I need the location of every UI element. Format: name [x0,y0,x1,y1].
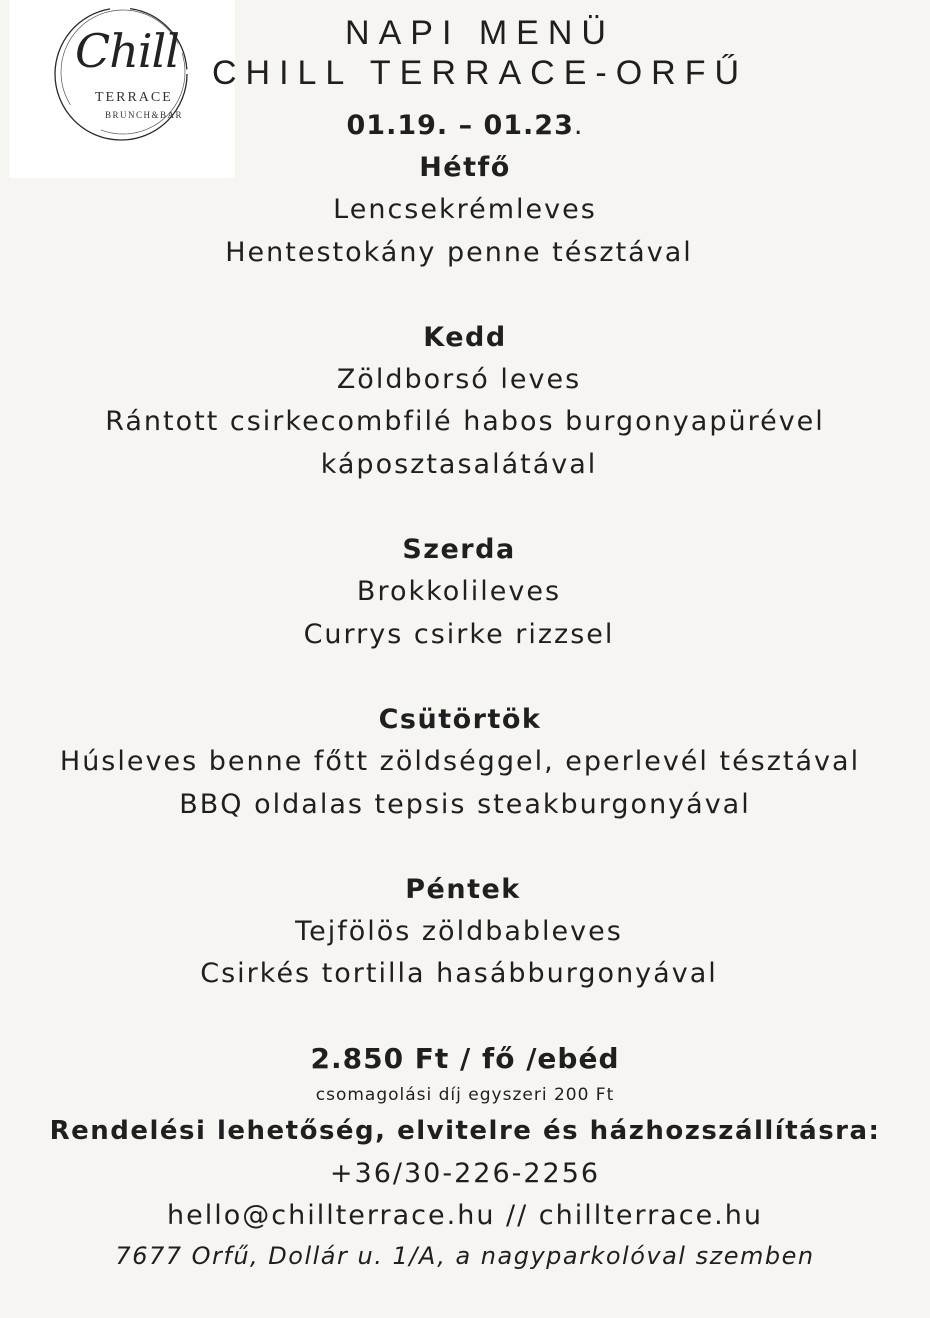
menu-item: Hentestokány penne tésztával [225,237,693,268]
logo-script-text: Chill [75,24,179,78]
menu-item: Tejfölös zöldbableves [295,916,623,947]
day-heading-friday: Péntek [405,874,521,905]
contact-email-website: hello@chillterrace.hu // chillterrace.hu [167,1200,763,1231]
menu-item: Zöldborsó leves [336,364,582,395]
day-heading-tuesday: Kedd [423,322,507,353]
order-info: Rendelési lehetőség, elvitelre és házhozszállításra: [49,1116,881,1146]
day-heading-thursday: Csütörtök [378,704,542,735]
logo-terrace-text: TERRACE [95,90,173,105]
menu-item: Csirkés tortilla hasábburgonyával [200,958,718,989]
packaging-fee: csomagolási díj egyszeri 200 Ft [315,1085,615,1105]
menu-item: Rántott csirkecombfilé habos burgonyapürével [105,406,825,437]
restaurant-name: CHILL TERRACE-ORFŰ [211,54,749,92]
address: 7677 Orfű, Dollár u. 1/A, a nagyparkolóval szemben [115,1242,815,1270]
menu-item: káposztasalátával [320,449,598,480]
menu-item: Currys csirke rizzsel [303,619,615,650]
day-heading-monday: Hétfő [419,152,511,183]
menu-item: BBQ oldalas tepsis steakburgonyával [179,789,751,820]
menu-item: Lencsekrémleves [333,194,597,225]
menu-item: Brokkolileves [356,576,562,607]
date-range-text: 01.19. – 01.23 [346,110,574,141]
logo-brunch-bar-text: BRUNCH&BAR [105,110,184,120]
menu-item: Húsleves benne főtt zöldséggel, eperlevél tésztával [59,746,861,777]
menu-title: NAPI MENÜ [345,14,615,52]
day-heading-wednesday: Szerda [402,534,516,565]
price: 2.850 Ft / fő /ebéd [310,1042,620,1075]
date-range-suffix: . [573,110,584,141]
date-range [0,110,930,141]
phone-number: +36/30-226-2256 [329,1158,601,1189]
